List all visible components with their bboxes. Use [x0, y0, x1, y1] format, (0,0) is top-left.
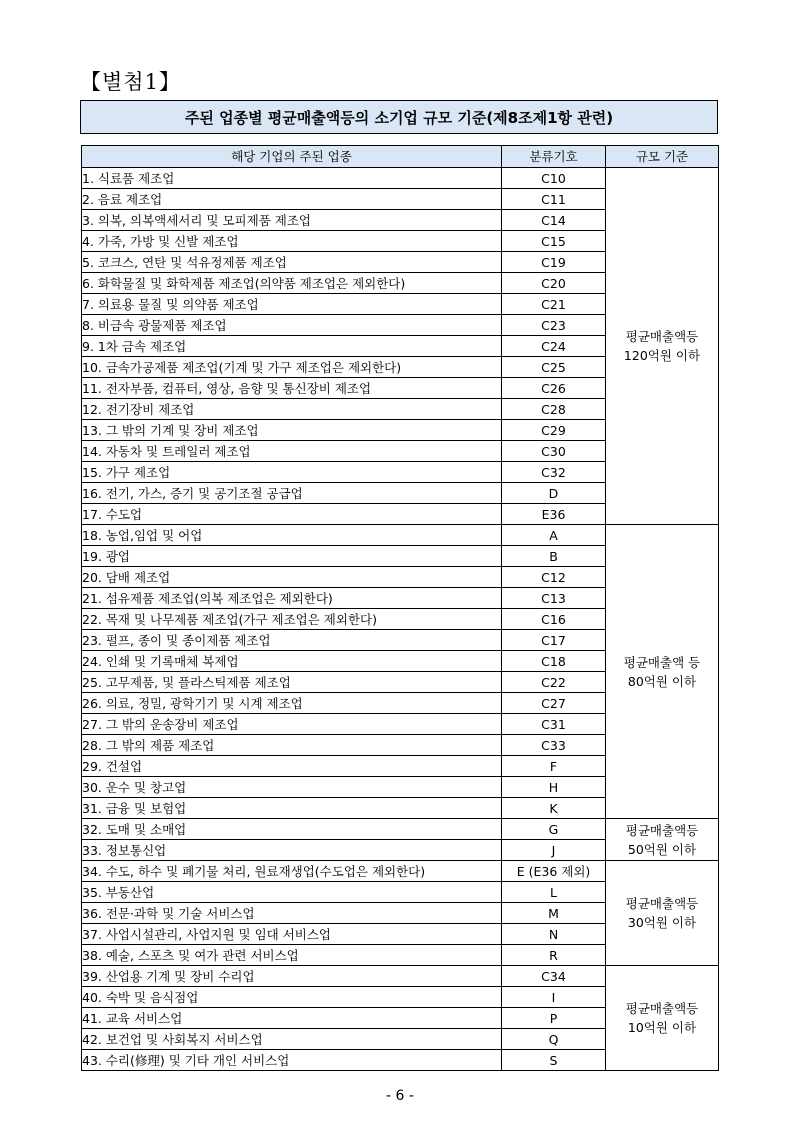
- classification-code-cell: J: [502, 840, 606, 861]
- classification-code-cell: C30: [502, 441, 606, 462]
- classification-code-cell: C23: [502, 315, 606, 336]
- industry-name-cell: 5. 코크스, 연탄 및 석유정제품 제조업: [82, 252, 502, 273]
- industry-name-cell: 42. 보건업 및 사회복지 서비스업: [82, 1029, 502, 1050]
- industry-name-cell: 9. 1차 금속 제조업: [82, 336, 502, 357]
- classification-code-cell: I: [502, 987, 606, 1008]
- classification-code-cell: S: [502, 1050, 606, 1071]
- classification-code-cell: C24: [502, 336, 606, 357]
- industry-name-cell: 36. 전문·과학 및 기술 서비스업: [82, 903, 502, 924]
- industry-name-cell: 41. 교육 서비스업: [82, 1008, 502, 1029]
- industry-name-cell: 25. 고무제품, 및 플라스틱제품 제조업: [82, 672, 502, 693]
- industry-name-cell: 37. 사업시설관리, 사업지원 및 임대 서비스업: [82, 924, 502, 945]
- classification-code-cell: C19: [502, 252, 606, 273]
- size-criteria-line1: 평균매출액등: [625, 1001, 699, 1016]
- classification-code-cell: N: [502, 924, 606, 945]
- size-criteria-line1: 평균매출액등: [625, 896, 699, 911]
- classification-code-cell: C18: [502, 651, 606, 672]
- industry-name-cell: 26. 의료, 정밀, 광학기기 및 시계 제조업: [82, 693, 502, 714]
- industry-name-cell: 17. 수도업: [82, 504, 502, 525]
- size-criteria-line2: 120억원 이하: [623, 348, 701, 363]
- table-row: [82, 861, 719, 882]
- size-criteria-cell: [606, 966, 719, 1071]
- header-scale: 규모 기준: [606, 146, 719, 168]
- classification-code-cell: C14: [502, 210, 606, 231]
- industry-name-cell: 35. 부동산업: [82, 882, 502, 903]
- classification-code-cell: D: [502, 483, 606, 504]
- classification-code-cell: K: [502, 798, 606, 819]
- classification-code-cell: C13: [502, 588, 606, 609]
- industry-name-cell: 29. 건설업: [82, 756, 502, 777]
- classification-code-cell: C16: [502, 609, 606, 630]
- industry-name-cell: 2. 음료 제조업: [82, 189, 502, 210]
- industry-name-cell: 15. 가구 제조업: [82, 462, 502, 483]
- industry-name-cell: 16. 전기, 가스, 증기 및 공기조절 공급업: [82, 483, 502, 504]
- table-header-row: [82, 146, 719, 168]
- industry-name-cell: 33. 정보통신업: [82, 840, 502, 861]
- table-row: [82, 966, 719, 987]
- classification-code-cell: E36: [502, 504, 606, 525]
- industry-name-cell: 34. 수도, 하수 및 폐기물 처리, 원료재생업(수도업은 제외한다): [82, 861, 502, 882]
- classification-code-cell: C33: [502, 735, 606, 756]
- classification-code-cell: R: [502, 945, 606, 966]
- industry-name-cell: 39. 산업용 기계 및 장비 수리업: [82, 966, 502, 987]
- industry-size-table: [81, 145, 719, 1071]
- header-industry: 해당 기업의 주된 업종: [82, 146, 502, 168]
- industry-name-cell: 13. 그 밖의 기계 및 장비 제조업: [82, 420, 502, 441]
- size-criteria-line2: 50억원 이하: [627, 841, 697, 857]
- classification-code-cell: C21: [502, 294, 606, 315]
- industry-name-cell: 28. 그 밖의 제품 제조업: [82, 735, 502, 756]
- industry-name-cell: 20. 담배 제조업: [82, 567, 502, 588]
- industry-name-cell: 24. 인쇄 및 기록매체 복제업: [82, 651, 502, 672]
- size-criteria-line1: 평균매출액등: [625, 329, 699, 344]
- classification-code-cell: G: [502, 819, 606, 840]
- size-criteria-line2: 30억원 이하: [627, 915, 697, 930]
- classification-code-cell: A: [502, 525, 606, 546]
- classification-code-cell: C20: [502, 273, 606, 294]
- size-criteria-line1: 평균매출액 등: [623, 654, 701, 670]
- classification-code-cell: C10: [502, 168, 606, 189]
- classification-code-cell: C12: [502, 567, 606, 588]
- size-criteria-cell: [606, 168, 719, 525]
- industry-name-cell: 18. 농업,임업 및 어업: [82, 525, 502, 546]
- document-title: 주된 업종별 평균매출액등의 소기업 규모 기준(제8조제1항 관련): [184, 108, 614, 127]
- document-title-box: [80, 100, 718, 134]
- classification-code-cell: C29: [502, 420, 606, 441]
- classification-code-cell: C26: [502, 378, 606, 399]
- classification-code-cell: C15: [502, 231, 606, 252]
- table-row: [82, 168, 719, 189]
- size-criteria-cell: [606, 819, 719, 861]
- size-criteria-cell: [606, 525, 719, 819]
- industry-name-cell: 14. 자동차 및 트레일러 제조업: [82, 441, 502, 462]
- classification-code-cell: C28: [502, 399, 606, 420]
- classification-code-cell: Q: [502, 1029, 606, 1050]
- classification-code-cell: C32: [502, 462, 606, 483]
- size-criteria-cell: [606, 861, 719, 966]
- industry-name-cell: 38. 예술, 스포츠 및 여가 관련 서비스업: [82, 945, 502, 966]
- table-row: [82, 525, 719, 546]
- industry-name-cell: 23. 펄프, 종이 및 종이제품 제조업: [82, 630, 502, 651]
- classification-code-cell: C25: [502, 357, 606, 378]
- classification-code-cell: M: [502, 903, 606, 924]
- classification-code-cell: F: [502, 756, 606, 777]
- industry-name-cell: 4. 가죽, 가방 및 신발 제조업: [82, 231, 502, 252]
- industry-name-cell: 12. 전기장비 제조업: [82, 399, 502, 420]
- industry-name-cell: 6. 화학물질 및 화학제품 제조업(의약품 제조업은 제외한다): [82, 273, 502, 294]
- classification-code-cell: C17: [502, 630, 606, 651]
- page-number: - 6 -: [386, 1088, 414, 1104]
- header-code: 분류기호: [502, 146, 606, 168]
- industry-name-cell: 30. 운수 및 창고업: [82, 777, 502, 798]
- industry-name-cell: 40. 숙박 및 음식점업: [82, 987, 502, 1008]
- size-criteria-line1: 평균매출액등: [625, 822, 699, 838]
- classification-code-cell: C22: [502, 672, 606, 693]
- industry-name-cell: 7. 의료용 물질 및 의약품 제조업: [82, 294, 502, 315]
- industry-name-cell: 10. 금속가공제품 제조업(기계 및 가구 제조업은 제외한다): [82, 357, 502, 378]
- industry-name-cell: 22. 목재 및 나무제품 제조업(가구 제조업은 제외한다): [82, 609, 502, 630]
- classification-code-cell: C34: [502, 966, 606, 987]
- classification-code-cell: L: [502, 882, 606, 903]
- size-criteria-line2: 80억원 이하: [627, 673, 697, 689]
- industry-name-cell: 32. 도매 및 소매업: [82, 819, 502, 840]
- size-criteria-line2: 10억원 이하: [627, 1020, 697, 1035]
- classification-code-cell: C11: [502, 189, 606, 210]
- industry-name-cell: 27. 그 밖의 운송장비 제조업: [82, 714, 502, 735]
- annex-label: 【별첨1】: [80, 70, 181, 94]
- industry-name-cell: 21. 섬유제품 제조업(의복 제조업은 제외한다): [82, 588, 502, 609]
- table-row: [82, 819, 719, 840]
- classification-code-cell: C27: [502, 693, 606, 714]
- classification-code-cell: P: [502, 1008, 606, 1029]
- table-body: [82, 168, 719, 1071]
- industry-name-cell: 43. 수리(修理) 및 기타 개인 서비스업: [82, 1050, 502, 1071]
- classification-code-cell: E (E36 제외): [502, 861, 606, 882]
- industry-name-cell: 11. 전자부품, 컴퓨터, 영상, 음향 및 통신장비 제조업: [82, 378, 502, 399]
- industry-name-cell: 3. 의복, 의복액세서리 및 모피제품 제조업: [82, 210, 502, 231]
- classification-code-cell: H: [502, 777, 606, 798]
- industry-name-cell: 8. 비금속 광물제품 제조업: [82, 315, 502, 336]
- industry-name-cell: 31. 금융 및 보험업: [82, 798, 502, 819]
- classification-code-cell: C31: [502, 714, 606, 735]
- classification-code-cell: B: [502, 546, 606, 567]
- industry-name-cell: 1. 식료품 제조업: [82, 168, 502, 189]
- industry-name-cell: 19. 광업: [82, 546, 502, 567]
